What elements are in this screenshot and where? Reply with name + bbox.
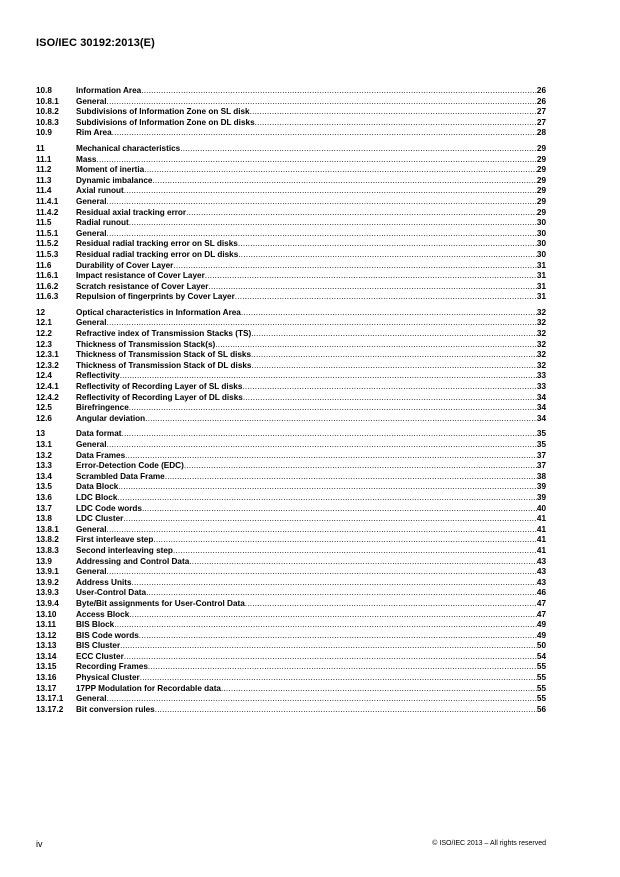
toc-dot-leader [117,493,536,504]
toc-entry[interactable] [36,673,546,684]
toc-entry-page: 56 [536,704,546,714]
toc-entry-number: 11.5.1 [36,228,59,238]
toc-dot-leader [153,535,537,546]
toc-entry-number: 11.4.2 [36,207,59,217]
toc-entry-number: 12.3.2 [36,360,59,370]
toc-dot-leader [245,599,537,610]
toc-entry-page: 37 [536,450,546,460]
toc-entry-number: 13.17 [36,683,57,693]
toc-entry[interactable] [36,525,546,536]
toc-entry-page: 34 [536,392,546,402]
toc-entry-number: 10.8.2 [36,107,59,117]
toc-entry-number: 13.14 [36,651,57,661]
toc-entry-title: LDC Cluster [76,514,124,524]
toc-entry-title: Residual radial tracking error on DL disks [76,249,239,259]
toc-dot-leader [250,107,537,118]
toc-entry[interactable] [36,218,546,229]
toc-dot-leader [118,482,537,493]
toc-entry-title: Address Units [76,577,132,587]
toc-dot-leader [129,218,537,229]
toc-section-group [36,86,546,139]
toc-entry-number: 12.1 [36,318,52,328]
toc-entry-page: 27 [536,107,546,117]
toc-entry-page: 32 [536,360,546,370]
toc-entry-title: Angular deviation [76,413,146,423]
toc-entry-title: General [76,567,107,577]
toc-dot-leader [107,197,537,208]
toc-entry-title: Residual radial tracking error on SL disks [76,239,238,249]
toc-entry[interactable] [36,504,546,515]
toc-entry-page: 28 [536,128,546,138]
toc-entry-page: 43 [536,567,546,577]
toc-entry-title: Byte/Bit assignments for User-Control Data [76,598,245,608]
toc-dot-leader [221,684,537,695]
toc-entry[interactable] [36,620,546,631]
toc-entry-title: Error-Detection Code (EDC) [76,461,184,471]
toc-entry-title: BIS Cluster [76,641,121,651]
toc-entry-title: First interleave step [76,535,154,545]
toc-dot-leader [238,250,537,261]
toc-entry-page: 33 [536,382,546,392]
toc-dot-leader [165,472,537,483]
toc-dot-leader [215,340,537,351]
toc-dot-leader [123,514,537,525]
toc-entry-number: 10.8.1 [36,96,59,106]
toc-entry-number: 13.6 [36,492,52,502]
toc-entry-number: 11.4.1 [36,196,59,206]
toc-entry[interactable] [36,208,546,219]
toc-entry[interactable] [36,128,546,139]
toc-entry-title: Data format [76,429,122,439]
toc-entry-number: 13 [36,429,46,439]
toc-entry-title: BIS Code words [76,630,139,640]
toc-dot-leader [120,371,537,382]
toc-entry-title: Addressing and Control Data [76,556,190,566]
toc-entry-page: 30 [536,249,546,259]
toc-entry-number: 11 [36,143,45,153]
toc-entry-number: 11.5.2 [36,239,59,249]
toc-entry-page: 27 [536,117,546,127]
toc-dot-leader [129,610,537,621]
toc-entry-number: 12.3 [36,339,52,349]
toc-entry-title: BIS Block [76,620,115,630]
toc-entry-title: Data Frames [76,450,126,460]
toc-entry-title: Scrambled Data Frame [76,471,165,481]
toc-entry-number: 10.9 [36,128,52,138]
toc-entry-page: 39 [536,482,546,492]
toc-dot-leader [184,461,537,472]
toc-entry-number: 11.6.2 [36,281,59,291]
toc-entry-title: General [76,196,107,206]
toc-entry[interactable] [36,350,546,361]
toc-entry-page: 35 [536,429,546,439]
toc-entry-page: 31 [536,271,546,281]
toc-entry[interactable] [36,176,546,187]
toc-entry-number: 13.10 [36,609,57,619]
toc-entry[interactable] [36,631,546,642]
toc-entry[interactable] [36,361,546,372]
toc-entry[interactable] [36,155,546,166]
toc-entry-page: 26 [536,96,546,106]
toc-entry[interactable] [36,694,546,705]
toc-entry-title: General [76,318,107,328]
toc-entry[interactable] [36,229,546,240]
toc-entry-number: 13.9.4 [36,598,59,608]
toc-entry-page: 41 [536,524,546,534]
toc-entry-page: 41 [536,514,546,524]
toc-entry-number: 11.6.3 [36,292,59,302]
toc-entry[interactable] [36,186,546,197]
toc-entry-number: 13.17.1 [36,694,64,704]
toc-entry[interactable] [36,340,546,351]
toc-entry[interactable] [36,514,546,525]
toc-entry-page: 43 [536,556,546,566]
toc-entry-number: 13.15 [36,662,57,672]
toc-entry-number: 11.3 [36,175,52,185]
toc-dot-leader [124,186,537,197]
toc-entry-title: 17PP Modulation for Recordable data [76,683,221,693]
toc-entry-page: 31 [536,281,546,291]
toc-entry[interactable] [36,261,546,272]
toc-entry-page: 55 [536,673,546,683]
toc-entry-number: 13.11 [36,620,57,630]
toc-entry[interactable] [36,641,546,652]
toc-entry-title: General [76,524,107,534]
toc-entry-title: LDC Code words [76,503,142,513]
toc-entry[interactable] [36,472,546,483]
toc-entry-title: Impact resistance of Cover Layer [76,271,205,281]
toc-entry-title: Reflectivity of Recording Layer of SL disks [76,382,243,392]
toc-entry[interactable] [36,652,546,663]
toc-entry[interactable] [36,493,546,504]
toc-entry[interactable] [36,97,546,108]
toc-entry-number: 13.9.3 [36,588,59,598]
toc-entry[interactable] [36,451,546,462]
toc-entry-title: LDC Block [76,492,118,502]
toc-dot-leader [180,144,537,155]
toc-dot-leader [173,261,537,272]
toc-entry[interactable] [36,292,546,303]
toc-entry-title: Reflectivity [76,371,120,381]
toc-entry-number: 12.4 [36,371,52,381]
toc-entry-number: 12.3.1 [36,350,59,360]
toc-dot-leader [255,118,537,129]
toc-dot-leader [148,662,537,673]
toc-entry-page: 30 [536,228,546,238]
toc-entry-title: Data Block [76,482,119,492]
toc-entry[interactable] [36,546,546,557]
toc-entry-title: Durability of Cover Layer [76,260,174,270]
toc-dot-leader [238,239,537,250]
toc-dot-leader [114,620,537,631]
toc-entry[interactable] [36,282,546,293]
toc-entry-page: 31 [536,260,546,270]
toc-dot-leader [251,329,537,340]
toc-entry-title: Recording Frames [76,662,148,672]
toc-entry-number: 11.6 [36,260,52,270]
toc-entry-title: Residual axial tracking error [76,207,187,217]
toc-entry-page: 38 [536,471,546,481]
toc-entry[interactable] [36,382,546,393]
toc-entry-page: 32 [536,350,546,360]
toc-entry[interactable] [36,250,546,261]
toc-entry[interactable] [36,610,546,621]
toc-entry[interactable] [36,197,546,208]
toc-entry-title: Repulsion of fingerprints by Cover Layer [76,292,235,302]
toc-entry[interactable] [36,461,546,472]
toc-dot-leader [186,208,537,219]
toc-entry-number: 11.4 [36,186,52,196]
toc-entry-page: 37 [536,461,546,471]
toc-dot-leader [251,361,536,372]
toc-entry-number: 13.2 [36,450,52,460]
toc-entry-number: 12.2 [36,329,52,339]
toc-entry-number: 13.16 [36,673,57,683]
table-of-contents [36,86,546,720]
toc-entry-page: 32 [536,329,546,339]
toc-entry[interactable] [36,414,546,425]
toc-entry-title: ECC Cluster [76,651,124,661]
toc-entry-title: General [76,228,107,238]
toc-entry[interactable] [36,371,546,382]
toc-entry[interactable] [36,429,546,440]
toc-entry-title: Rim Area [76,128,112,138]
toc-dot-leader [139,631,537,642]
toc-entry-page: 50 [536,641,546,651]
toc-entry-title: General [76,96,107,106]
toc-entry-page: 29 [536,186,546,196]
toc-section-group [36,144,546,303]
toc-dot-leader [141,86,537,97]
document-header: ISO/IEC 30192:2013(E) [36,37,155,49]
toc-entry-title: Axial runout [76,186,124,196]
toc-entry[interactable] [36,684,546,695]
toc-entry-page: 29 [536,175,546,185]
toc-entry-page: 29 [536,165,546,175]
toc-entry[interactable] [36,578,546,589]
toc-entry-page: 31 [536,292,546,302]
toc-entry-page: 29 [536,154,546,164]
toc-entry-number: 11.5.3 [36,249,59,259]
toc-entry-title: Thickness of Transmission Stack(s) [76,339,216,349]
toc-entry-title: General [76,440,107,449]
toc-dot-leader [145,414,537,425]
toc-dot-leader [107,229,537,240]
toc-entry-page: 55 [536,694,546,704]
page-number: iv [36,839,43,849]
toc-entry-page: 41 [536,535,546,545]
toc-entry-page: 33 [536,371,546,381]
toc-entry-page: 43 [536,577,546,587]
toc-dot-leader [144,165,537,176]
toc-entry-number: 12.4.2 [36,392,59,402]
toc-entry-number: 13.17.2 [36,704,64,714]
toc-entry-number: 11.2 [36,165,52,175]
toc-entry-number: 11.1 [36,154,52,164]
toc-dot-leader [96,155,536,166]
toc-dot-leader [107,318,537,329]
toc-dot-leader [107,694,537,705]
toc-section-group [36,308,546,425]
toc-entry-title: Mass [76,154,97,164]
toc-entry-number: 12.5 [36,403,52,413]
toc-entry-number: 13.4 [36,471,52,481]
toc-dot-leader [107,567,537,578]
toc-dot-leader [146,588,537,599]
toc-entry[interactable] [36,329,546,340]
toc-dot-leader [189,557,537,568]
toc-entry-title: Radial runout [76,218,129,228]
toc-entry[interactable] [36,118,546,129]
toc-entry-number: 13.1 [36,440,52,449]
toc-entry[interactable] [36,318,546,329]
toc-entry-page: 29 [536,207,546,217]
toc-entry-number: 13.5 [36,482,52,492]
toc-entry-title: Second interleaving step [76,545,173,555]
toc-entry-number: 13.8.2 [36,535,59,545]
toc-entry-page: 29 [536,143,546,153]
toc-dot-leader [107,440,537,451]
toc-entry-page: 40 [536,503,546,513]
toc-entry-page: 49 [536,620,546,630]
toc-entry-title: Thickness of Transmission Stack of DL disks [76,360,252,370]
toc-dot-leader [241,308,537,319]
toc-entry-page: 29 [536,196,546,206]
toc-entry-page: 34 [536,413,546,423]
toc-entry-title: General [76,694,107,704]
toc-dot-leader [155,705,537,716]
toc-entry[interactable] [36,557,546,568]
toc-dot-leader [152,176,536,187]
toc-entry-title: Information Area [76,86,142,95]
toc-entry-number: 13.9.1 [36,567,59,577]
toc-entry-number: 13.7 [36,503,52,513]
toc-entry[interactable] [36,144,546,155]
toc-entry[interactable] [36,440,546,451]
toc-entry-title: Subdivisions of Information Zone on SL disk [76,107,250,117]
toc-entry-number: 13.3 [36,461,52,471]
toc-entry-page: 30 [536,239,546,249]
toc-entry-number: 13.9 [36,556,52,566]
toc-entry-page: 32 [536,339,546,349]
toc-entry[interactable] [36,403,546,414]
toc-entry[interactable] [36,393,546,404]
toc-entry-title: Moment of inertia [76,165,145,175]
toc-entry-title: Scratch resistance of Cover Layer [76,281,209,291]
toc-entry-number: 13.13 [36,641,57,651]
toc-entry[interactable] [36,107,546,118]
toc-dot-leader [107,97,537,108]
toc-entry[interactable] [36,588,546,599]
toc-entry[interactable] [36,662,546,673]
toc-entry-number: 11.6.1 [36,271,59,281]
toc-entry[interactable] [36,271,546,282]
toc-entry-number: 13.8.3 [36,545,59,555]
toc-dot-leader [107,525,537,536]
toc-entry-number: 12.4.1 [36,382,59,392]
toc-entry-title: Bit conversion rules [76,704,155,714]
toc-entry-number: 11.5 [36,218,52,228]
toc-section-group [36,429,546,715]
toc-dot-leader [120,641,537,652]
toc-dot-leader [140,673,537,684]
toc-entry[interactable] [36,308,546,319]
toc-entry-number: 12.6 [36,413,52,423]
toc-entry[interactable] [36,239,546,250]
toc-entry[interactable] [36,599,546,610]
toc-entry-number: 13.8.1 [36,524,59,534]
toc-dot-leader [173,546,537,557]
toc-entry-page: 46 [536,588,546,598]
toc-entry-number: 10.8.3 [36,117,59,127]
toc-entry-page: 47 [536,598,546,608]
toc-entry-page: 32 [536,307,546,317]
toc-entry-title: Access Block [76,609,130,619]
toc-dot-leader [251,350,537,361]
toc-entry-title: Mechanical characteristics [76,143,181,153]
toc-entry-number: 10.8 [36,86,52,95]
toc-dot-leader [122,429,537,440]
toc-entry-page: 30 [536,218,546,228]
toc-entry-title: Subdivisions of Information Zone on DL disks [76,117,255,127]
toc-entry-title: Physical Cluster [76,673,140,683]
toc-dot-leader [208,282,536,293]
toc-entry-number: 13.8 [36,514,52,524]
toc-entry-number: 12 [36,307,46,317]
toc-entry-page: 54 [536,651,546,661]
toc-entry-title: Refractive index of Transmission Stacks (TS) [76,329,252,339]
toc-entry-number: 13.9.2 [36,577,59,587]
toc-dot-leader [235,292,537,303]
toc-dot-leader [205,271,537,282]
toc-entry-title: Thickness of Transmission Stack of SL disks [76,350,252,360]
toc-entry-page: 49 [536,630,546,640]
toc-entry[interactable] [36,535,546,546]
toc-entry[interactable] [36,165,546,176]
toc-entry-page: 32 [536,318,546,328]
toc-dot-leader [124,652,537,663]
toc-dot-leader [132,578,537,589]
toc-dot-leader [142,504,537,515]
toc-entry-title: Optical characteristics in Information Area [76,307,241,317]
toc-entry-title: Birefringence [76,403,129,413]
toc-entry-page: 55 [536,683,546,693]
toc-dot-leader [242,382,537,393]
toc-dot-leader [129,403,537,414]
toc-entry-title: Reflectivity of Recording Layer of DL disks [76,392,243,402]
toc-entry-page: 35 [536,440,546,449]
toc-entry-title: Dynamic imbalance [76,175,153,185]
toc-entry-page: 47 [536,609,546,619]
toc-entry-number: 13.12 [36,630,57,640]
toc-entry-page: 34 [536,403,546,413]
toc-entry-title: User-Control Data [76,588,147,598]
toc-entry[interactable] [36,705,546,716]
toc-entry-page: 55 [536,662,546,672]
toc-dot-leader [125,451,537,462]
toc-dot-leader [112,128,537,139]
toc-dot-leader [243,393,537,404]
toc-entry[interactable] [36,482,546,493]
toc-entry[interactable] [36,567,546,578]
toc-entry-page: 26 [536,86,546,95]
toc-entry[interactable] [36,86,546,97]
toc-entry-page: 41 [536,545,546,555]
copyright-notice: © ISO/IEC 2013 – All rights reserved [432,840,546,847]
toc-entry-page: 39 [536,492,546,502]
